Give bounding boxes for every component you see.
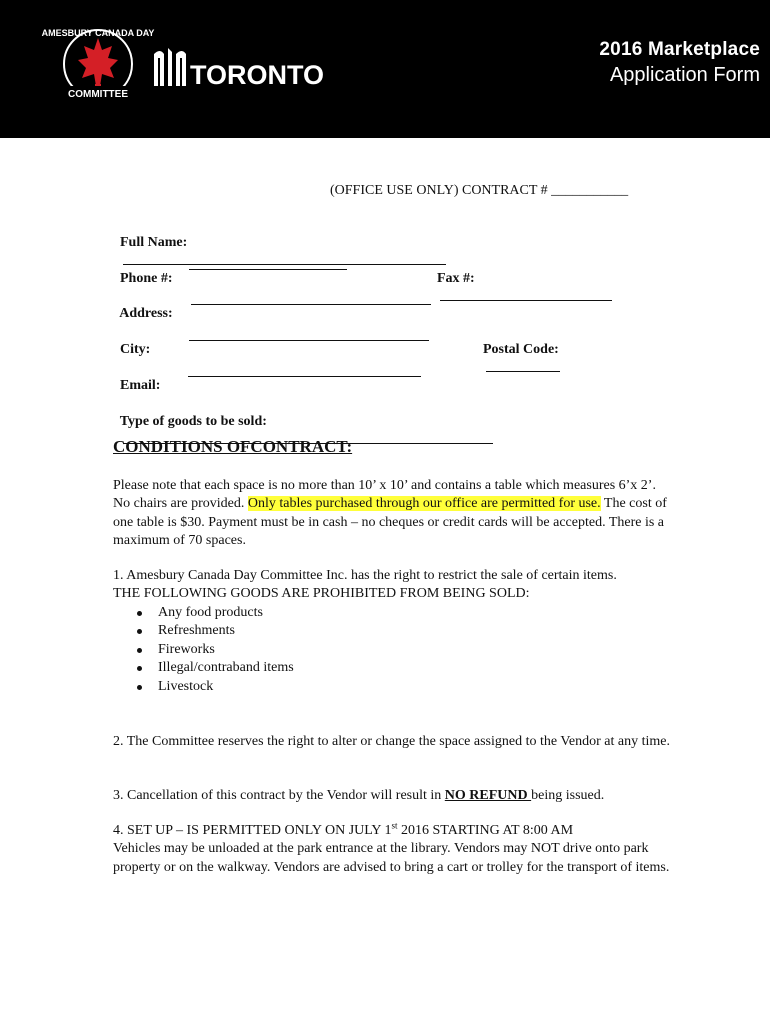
list-item: Livestock xyxy=(113,678,673,697)
form-title xyxy=(599,38,760,88)
list-item: Refreshments xyxy=(113,622,673,641)
list-item: Any food products xyxy=(113,604,673,623)
fax-row xyxy=(430,255,612,306)
intro-text-1: Please note that each space is no more than 10’ x 10’ and contains a table which measures 6’x 2’. No chairs are provided. xyxy=(113,478,656,512)
office-use-contract-number: (OFFICE USE ONLY) CONTRACT # ___________ xyxy=(330,183,629,198)
prohibited-heading: THE FOLLOWING GOODS ARE PROHIBITED FROM BEING SOLD: xyxy=(113,586,530,602)
list-item: Fireworks xyxy=(113,641,673,660)
condition-item-1 xyxy=(113,567,673,696)
city-label: City: xyxy=(120,342,151,357)
phone-field[interactable] xyxy=(189,256,347,270)
title-year-marketplace: 2016 Marketplace xyxy=(599,39,760,60)
condition-item-3 xyxy=(113,787,673,805)
postal-code-row xyxy=(476,326,560,377)
email-label: Email: xyxy=(120,378,161,393)
fax-label: Fax #: xyxy=(437,271,475,286)
fax-field[interactable] xyxy=(440,287,612,301)
email-field[interactable] xyxy=(188,363,421,377)
conditions-heading: CONDITIONS OFCONTRACT: xyxy=(113,437,353,456)
city-field[interactable] xyxy=(189,327,429,341)
svg-text:AMESBURY CANADA DAY: AMESBURY CANADA DAY xyxy=(41,28,155,38)
postal-code-label: Postal Code: xyxy=(483,342,559,357)
prohibited-list xyxy=(113,604,673,697)
item-4-heading xyxy=(113,822,673,840)
goods-type-label: Type of goods to be sold: xyxy=(119,414,267,429)
header-banner xyxy=(0,0,770,138)
intro-text-2: The cost of one table is $30. Payment must be in cash – no cheques or credit cards will be accepted. There is a maximum of 70 spaces. xyxy=(113,496,667,548)
city-of-toronto-logo xyxy=(152,46,325,90)
address-row xyxy=(113,290,173,322)
item-4-text-before: 4. SET UP – IS PERMITTED ONLY ON JULY 1 xyxy=(113,823,392,838)
item-3-text-after: being issued. xyxy=(531,788,605,803)
item-4-body: Vehicles may be unloaded at the park entrance at the library. Vendors may NOT drive onto park property or on the walkway. Vendors are advised to bring a cart or trolley for the transport of items. xyxy=(113,841,670,875)
no-refund-emphasis: NO REFUND xyxy=(444,788,532,803)
title-application-form: Application Form xyxy=(609,64,760,86)
svg-text:COMMITTEE: COMMITTEE xyxy=(68,89,128,100)
full-name-label: Full Name: xyxy=(120,235,188,250)
item-4-text-after: 2016 STARTING AT 8:00 AM xyxy=(397,823,574,838)
svg-text:TORONTO: TORONTO xyxy=(190,60,325,90)
address-label: Address: xyxy=(119,306,173,321)
phone-row xyxy=(113,255,173,287)
amesbury-canada-day-committee-logo xyxy=(41,26,155,106)
condition-item-2: 2. The Committee reserves the right to alter or change the space assigned to the Vendor at any time. xyxy=(113,734,670,749)
condition-item-4 xyxy=(113,822,673,877)
item-1-text: 1. Amesbury Canada Day Committee Inc. has the right to restrict the sale of certain items. xyxy=(113,568,617,583)
item-4-superscript: st xyxy=(391,820,398,831)
city-row xyxy=(113,326,150,358)
item-3-text-before: 3. Cancellation of this contract by the Vendor will result in xyxy=(113,788,445,803)
conditions-intro xyxy=(113,477,673,550)
intro-highlighted-text: Only tables purchased through our office are permitted for use. xyxy=(247,496,601,512)
phone-label: Phone #: xyxy=(120,271,173,286)
list-item: Illegal/contraband items xyxy=(113,659,673,678)
postal-code-field[interactable] xyxy=(486,358,560,372)
address-field[interactable] xyxy=(191,291,431,305)
email-row xyxy=(113,362,160,394)
